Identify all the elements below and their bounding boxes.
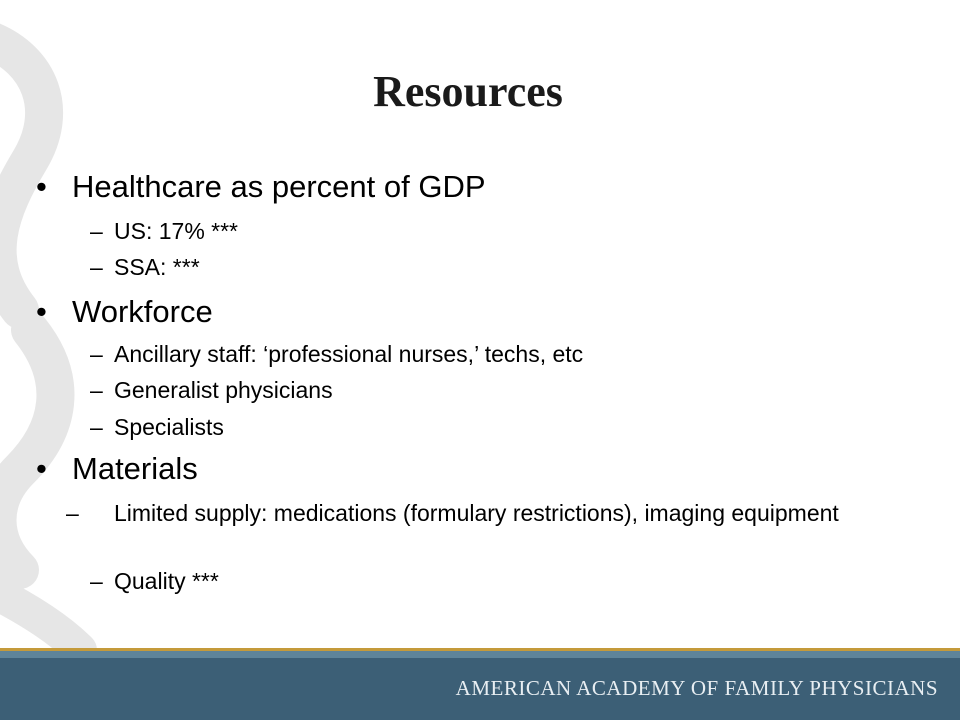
subbullet-text: SSA: *** xyxy=(114,254,200,280)
bullet-symbol: • xyxy=(36,169,47,204)
subbullet-text: US: 17% *** xyxy=(114,218,239,244)
dash-symbol: – xyxy=(90,341,103,367)
subbullet-limited-supply xyxy=(66,500,874,527)
subbullet-text: Specialists xyxy=(114,414,224,440)
bullet-symbol: • xyxy=(36,294,47,329)
slide-title: Resources xyxy=(373,67,563,116)
bullet-healthcare-gdp xyxy=(36,169,486,205)
dash-symbol: – xyxy=(90,568,103,594)
subbullet-quality xyxy=(90,568,219,595)
organization-name: AMERICAN ACADEMY OF FAMILY PHYSICIANS xyxy=(455,676,938,700)
bullet-text: Materials xyxy=(72,451,198,486)
dash-symbol: – xyxy=(90,377,103,403)
dash-symbol: – xyxy=(90,414,103,440)
subbullet-text: Quality *** xyxy=(114,568,219,594)
subbullet-generalists xyxy=(90,377,333,404)
dash-symbol: – xyxy=(66,500,79,526)
bullet-workforce xyxy=(36,294,213,330)
footer-bar xyxy=(0,658,960,720)
subbullet-us xyxy=(90,218,238,245)
footer-rule-teal xyxy=(0,651,960,658)
subbullet-text: Ancillary staff: ‘professional nurses,’ techs, etc xyxy=(114,341,584,367)
bullet-materials xyxy=(36,451,198,487)
bullet-text: Healthcare as percent of GDP xyxy=(72,169,486,204)
dash-symbol: – xyxy=(90,218,103,244)
bullet-symbol: • xyxy=(36,451,47,486)
subbullet-ssa xyxy=(90,254,200,281)
subbullet-specialists xyxy=(90,414,224,441)
dash-symbol: – xyxy=(90,254,103,280)
subbullet-text: Limited supply: medications (formulary restrictions), imaging equipment xyxy=(114,500,839,526)
bullet-text: Workforce xyxy=(72,294,213,329)
subbullet-text: Generalist physicians xyxy=(114,377,333,403)
subbullet-ancillary-staff xyxy=(90,341,583,368)
